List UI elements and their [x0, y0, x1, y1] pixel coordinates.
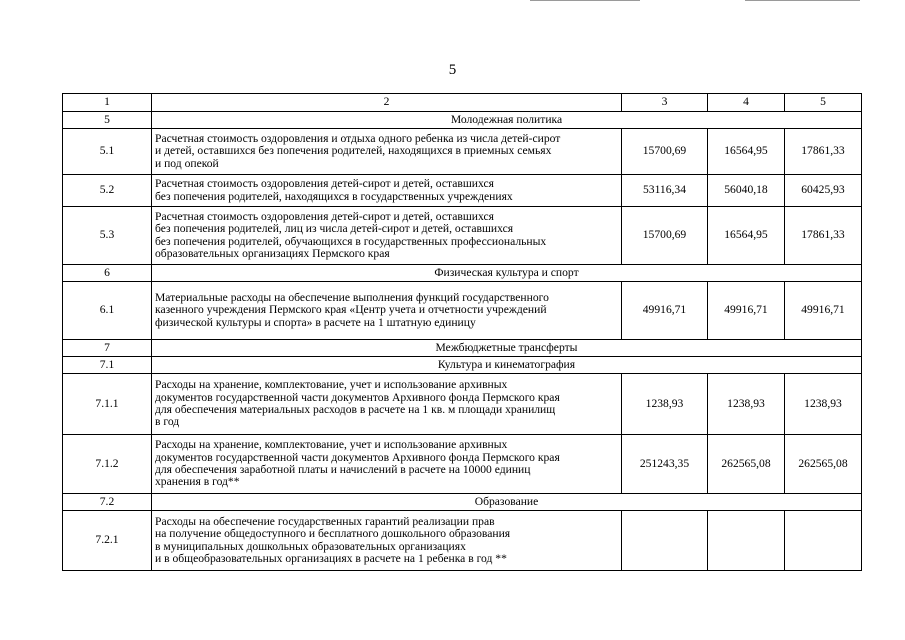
section-code: 5: [63, 112, 152, 129]
description-line: без попечения родителей, находящихся в государственных учреждениях: [155, 189, 513, 203]
section-title: Межбюджетные трансферты: [152, 340, 862, 357]
section-code: 7: [63, 340, 152, 357]
value-v5: 60425,93: [785, 175, 862, 207]
value-v4: 16564,95: [708, 207, 785, 265]
value-v4: [708, 511, 785, 571]
description-line: Расходы на обеспечение государственных гарантий реализации прав: [155, 514, 495, 528]
item-code: 5.3: [63, 207, 152, 265]
description-line: без попечения родителей, лиц из числа детей-сирот и детей, оставшихся: [155, 222, 514, 236]
value-v5: 17861,33: [785, 207, 862, 265]
description-line: и в общеобразовательных организациях в расчете на 1 ребенка в год **: [155, 551, 507, 565]
value-v3: 15700,69: [622, 129, 708, 175]
description-line: Материальные расходы на обеспечение выполнения функций государственного: [155, 290, 549, 304]
description-line: для обеспечения материальных расходов в расчете на 1 кв. м площади хранилищ: [155, 403, 556, 416]
table-row: [63, 207, 862, 265]
header-cell: 2: [152, 94, 622, 112]
description-line: документов государственной части документов Архивного фонда Пермского края: [155, 390, 560, 404]
description-line: Расчетная стоимость оздоровления детей-сирот и детей, оставшихся: [155, 177, 494, 191]
section-row: [63, 357, 862, 374]
section-code: 7.2: [63, 494, 152, 511]
value-v5: 17861,33: [785, 129, 862, 175]
value-v3: 53116,34: [622, 175, 708, 207]
item-code: 6.1: [63, 282, 152, 340]
item-code: 7.1.1: [63, 374, 152, 435]
description-line: Расчетная стоимость оздоровления детей-сирот и детей, оставшихся: [155, 209, 494, 223]
description-line: Расчетная стоимость оздоровления и отдыха одного ребенка из числа детей-сирот: [155, 131, 561, 145]
table-row: [63, 511, 862, 571]
value-v3: 1238,93: [622, 374, 708, 435]
value-v3: [622, 511, 708, 571]
table-row: [63, 129, 862, 175]
value-v5: 262565,08: [785, 435, 862, 494]
item-description: [152, 129, 622, 175]
description-line: и детей, оставшихся без попечения родителей, находящихся в приемных семьях: [155, 144, 552, 158]
value-v4: 56040,18: [708, 175, 785, 207]
header-cell: 4: [708, 94, 785, 112]
section-row: [63, 265, 862, 282]
value-v4: 16564,95: [708, 129, 785, 175]
section-title: Молодежная политика: [152, 112, 862, 129]
description-line: Расходы на хранение, комплектование, учет и использование архивных: [155, 438, 508, 452]
value-v4: 262565,08: [708, 435, 785, 494]
item-description: [152, 282, 622, 340]
item-description: [152, 435, 622, 494]
section-row: [63, 112, 862, 129]
section-title: Образование: [152, 494, 862, 511]
header-cell: 3: [622, 94, 708, 112]
section-title: Физическая культура и спорт: [152, 265, 862, 282]
value-v3: 49916,71: [622, 282, 708, 340]
item-code: 5.2: [63, 175, 152, 207]
section-code: 7.1: [63, 357, 152, 374]
description-line: физической культуры и спорта» в расчете на 1 штатную единицу: [155, 315, 476, 329]
description-line: в муниципальных дошкольных образовательных организациях: [155, 539, 466, 553]
table-row: [63, 435, 862, 494]
description-line: в год: [155, 415, 180, 429]
item-description: [152, 175, 622, 207]
page-number: 5: [448, 62, 457, 78]
value-v4: 49916,71: [708, 282, 785, 340]
value-v3: 251243,35: [622, 435, 708, 494]
item-code: 7.1.2: [63, 435, 152, 494]
header-cell: 1: [63, 94, 152, 112]
description-line: без попечения родителей, обучающихся в государственных профессиональных: [155, 234, 547, 248]
item-code: 7.2.1: [63, 511, 152, 571]
value-v5: [785, 511, 862, 571]
item-description: [152, 511, 622, 571]
scan-edge-mark: [745, 0, 860, 1]
value-v5: 1238,93: [785, 374, 862, 435]
description-line: хранения в год**: [155, 475, 240, 489]
description-line: на получение общедоступного и бесплатного дошкольного образования: [155, 527, 511, 541]
item-code: 5.1: [63, 129, 152, 175]
section-row: [63, 340, 862, 357]
description-line: Расходы на хранение, комплектование, учет и использование архивных: [155, 378, 508, 392]
header-row: [63, 94, 862, 112]
indicators-table: [62, 93, 862, 571]
table-row: [63, 374, 862, 435]
description-line: и под опекой: [155, 156, 219, 170]
section-title: Культура и кинематография: [152, 357, 862, 374]
table-row: [63, 175, 862, 207]
description-line: для обеспечения заработной платы и начислений в расчете на 10000 единиц: [155, 463, 531, 476]
header-cell: 5: [785, 94, 862, 112]
table-row: [63, 282, 862, 340]
description-line: документов государственной части документов Архивного фонда Пермского края: [155, 450, 560, 464]
value-v3: 15700,69: [622, 207, 708, 265]
item-description: [152, 207, 622, 265]
section-code: 6: [63, 265, 152, 282]
description-line: образовательных организациях Пермского края: [155, 246, 390, 260]
section-row: [63, 494, 862, 511]
scan-edge-mark: [530, 0, 640, 1]
item-description: [152, 374, 622, 435]
description-line: казенного учреждения Пермского края «Центр учета и отчетности учреждений: [155, 303, 547, 317]
value-v5: 49916,71: [785, 282, 862, 340]
value-v4: 1238,93: [708, 374, 785, 435]
